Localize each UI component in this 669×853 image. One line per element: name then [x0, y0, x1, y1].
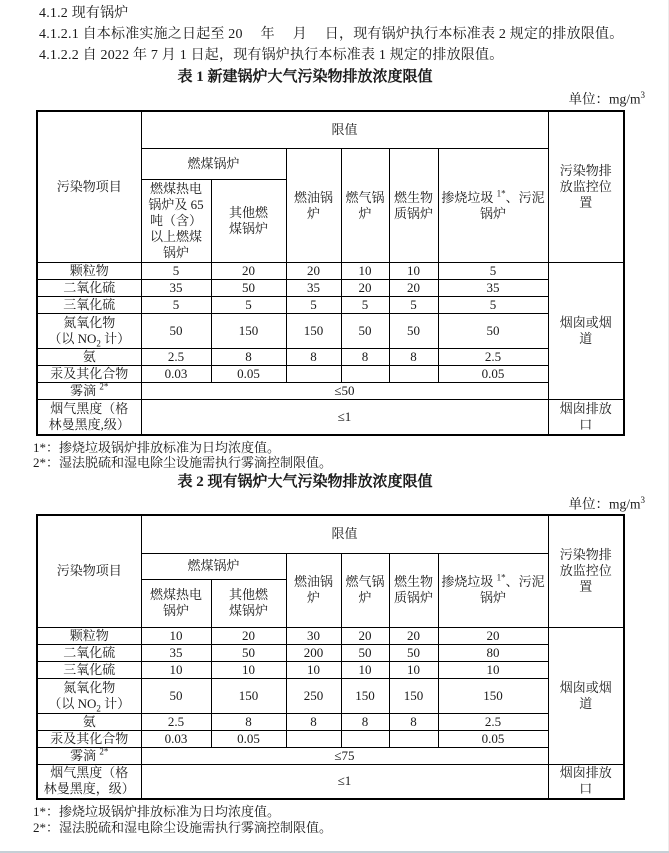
value-cell: 8 — [389, 349, 438, 366]
value-cell: 8 — [389, 713, 438, 730]
header-coal-chp-boiler: 燃煤热电锅炉 — [141, 579, 211, 627]
value-cell — [341, 366, 389, 383]
value-cell: 35 — [141, 644, 211, 661]
value-cell: 2.5 — [438, 349, 548, 366]
mist-label: 雾滴 — [70, 383, 100, 398]
table-row — [37, 515, 624, 553]
value-cell: 50 — [141, 314, 211, 349]
value-cell: 20 — [341, 627, 389, 644]
value-cell: 35 — [438, 280, 548, 297]
value-cell — [286, 366, 341, 383]
header-limit: 限值 — [141, 515, 548, 553]
value-cell: 10 — [141, 627, 211, 644]
no2-subscript: 2 — [96, 338, 101, 349]
row-label: 三氧化硫 — [37, 661, 141, 678]
clause-4-1-2-2: 4.1.2.2 自 2022 年 7 月 1 日起，现有锅炉执行本标准表 1 规定的排放限值。 — [39, 48, 504, 63]
table-row-nh3 — [37, 349, 624, 366]
waste-label: 掺烧垃圾 — [441, 574, 497, 589]
value-cell: 150 — [341, 678, 389, 713]
value-cell: 20 — [211, 627, 286, 644]
table2-unit — [0, 492, 645, 513]
row-label: 颗粒物 — [37, 263, 141, 280]
row-label: 三氧化硫 — [37, 297, 141, 314]
nox-line2 — [40, 696, 139, 712]
value-cell: 150 — [211, 314, 286, 349]
value-cell: 0.05 — [211, 730, 286, 747]
row-label: 汞及其化合物 — [37, 366, 141, 383]
value-cell: 20 — [286, 263, 341, 280]
value-cell: 10 — [141, 661, 211, 678]
table-row-so2 — [37, 644, 624, 661]
value-cell: 2.5 — [141, 349, 211, 366]
value-cell: 200 — [286, 644, 341, 661]
value-cell-smoke-limit: ≤1 — [141, 400, 548, 435]
value-cell: 250 — [286, 678, 341, 713]
value-cell: 5 — [341, 297, 389, 314]
header-coal-group: 燃煤锅炉 — [141, 149, 286, 180]
value-cell: 150 — [286, 314, 341, 349]
table1-emission-limits — [36, 110, 625, 436]
row-label-smoke — [37, 764, 141, 799]
value-cell: 50 — [389, 314, 438, 349]
value-cell: 10 — [286, 661, 341, 678]
value-cell-mist-limit: ≤50 — [141, 383, 548, 400]
value-cell: 80 — [438, 644, 548, 661]
value-cell: 30 — [286, 627, 341, 644]
monitor-stack-or-duct: 烟囱或烟道 — [548, 627, 624, 764]
value-cell: 0.05 — [438, 730, 548, 747]
value-cell: 50 — [141, 678, 211, 713]
table2-footnote-1: 1*：掺烧垃圾锅炉排放标准为日均浓度值。 — [33, 804, 281, 819]
table1-unit — [0, 87, 645, 108]
header-biomass-boiler: 燃生物质锅炉 — [389, 553, 438, 627]
value-cell: 5 — [438, 297, 548, 314]
value-cell — [389, 366, 438, 383]
smoke-line2: 林曼黑度,级） — [48, 416, 130, 432]
table2-footnote-2: 2*：湿法脱硫和湿电除尘设施需执行雾滴控制限值。 — [33, 819, 333, 835]
table-row-mercury — [37, 366, 624, 383]
header-monitor-location: 污染物排放监控位置 — [548, 515, 624, 627]
value-cell: 150 — [389, 678, 438, 713]
nox-line2-pre: （以 NO — [48, 331, 97, 346]
value-cell — [286, 730, 341, 747]
value-cell: 20 — [389, 280, 438, 297]
table-row-particulate — [37, 263, 624, 280]
table-row-nh3 — [37, 713, 624, 730]
value-cell-mist-limit: ≤75 — [141, 747, 548, 764]
nox-line2-pre: （以 NO — [48, 695, 97, 711]
header-coal-group: 燃煤锅炉 — [141, 553, 286, 579]
monitor-stack-or-duct: 烟囱或烟道 — [548, 263, 624, 400]
footnote-ref-1: 1* — [496, 188, 506, 199]
row-label-smoke — [37, 400, 141, 435]
nox-line1: 氮氧化物 — [63, 315, 116, 330]
header-monitor-location: 污染物排放监控位置 — [548, 111, 624, 263]
table-row-mist — [37, 383, 624, 400]
value-cell: 0.03 — [141, 730, 211, 747]
value-cell: 5 — [286, 297, 341, 314]
header-coal-other-boiler: 其他燃煤锅炉 — [211, 180, 286, 263]
table-row-mist — [37, 747, 624, 764]
value-cell: 10 — [211, 661, 286, 678]
header-waste-sludge-boiler — [438, 553, 548, 627]
value-cell: 50 — [211, 644, 286, 661]
monitor-stack-outlet: 烟囱排放口 — [548, 400, 624, 435]
row-label: 二氧化硫 — [37, 280, 141, 297]
row-label-mist — [37, 747, 141, 764]
value-cell: 5 — [211, 297, 286, 314]
table-row-nox — [37, 678, 624, 713]
value-cell — [341, 730, 389, 747]
value-cell: 150 — [438, 678, 548, 713]
waste-label: 掺烧垃圾 — [441, 189, 497, 205]
value-cell: 8 — [341, 713, 389, 730]
row-label-mist — [37, 383, 141, 400]
unit-text: 单位：mg/m — [568, 496, 641, 511]
clause-4-1-2: 4.1.2 现有锅炉 — [39, 6, 129, 21]
value-cell: 35 — [286, 280, 341, 297]
table-row-so2 — [37, 280, 624, 297]
row-label: 氨 — [37, 349, 141, 366]
table-row-smoke — [37, 764, 624, 799]
value-cell: 50 — [438, 314, 548, 349]
value-cell: 50 — [341, 314, 389, 349]
value-cell: 20 — [211, 263, 286, 280]
waste-label-tail: 、污泥锅炉 — [479, 189, 545, 221]
nox-line2 — [40, 331, 139, 347]
nox-line2-post: 计） — [100, 695, 131, 711]
row-label: 汞及其化合物 — [37, 730, 141, 747]
footnote-ref-2: 2* — [99, 382, 109, 392]
row-label-nox — [37, 678, 141, 713]
header-pollutant-item: 污染物项目 — [37, 111, 141, 263]
value-cell: 8 — [211, 713, 286, 730]
header-coal-other-boiler: 其他燃煤锅炉 — [211, 579, 286, 627]
footnote-ref-1: 1* — [496, 572, 506, 583]
table-row-nox — [37, 314, 624, 349]
row-label: 颗粒物 — [37, 627, 141, 644]
value-cell: 50 — [341, 644, 389, 661]
header-gas-boiler: 燃气锅炉 — [341, 553, 389, 627]
table2-title: 表 2 现有锅炉大气污染物排放浓度限值 — [177, 473, 433, 490]
clause-4-1-2-1: 4.1.2.1 自本标准实施之日起至 20 年 月 日，现有锅炉执行本标准表 2 规定的排放限值。 — [39, 27, 624, 42]
table-row-so3 — [37, 297, 624, 314]
value-cell: 2.5 — [438, 713, 548, 730]
value-cell: 20 — [341, 280, 389, 297]
footnote-ref-2: 2* — [99, 747, 109, 757]
header-limit: 限值 — [141, 111, 548, 149]
waste-label-tail: 、污泥锅炉 — [479, 574, 545, 605]
value-cell: 150 — [211, 678, 286, 713]
row-label-nox — [37, 314, 141, 349]
row-label: 氨 — [37, 713, 141, 730]
monitor-stack-outlet: 烟囱排放口 — [548, 764, 624, 799]
value-cell: 10 — [341, 263, 389, 280]
unit-superscript: 3 — [640, 494, 645, 505]
table1-title: 表 1 新建锅炉大气污染物排放浓度限值 — [177, 69, 433, 85]
value-cell: 0.03 — [141, 366, 211, 383]
value-cell: 5 — [389, 297, 438, 314]
table1-footnote-1: 1*：掺烧垃圾锅炉排放标准为日均浓度值。 — [33, 439, 281, 455]
header-oil-boiler: 燃油锅炉 — [286, 553, 341, 627]
value-cell — [389, 730, 438, 747]
value-cell: 0.05 — [211, 366, 286, 383]
value-cell: 35 — [141, 280, 211, 297]
table-row-mercury — [37, 730, 624, 747]
table-row-so3 — [37, 661, 624, 678]
header-pollutant-item: 污染物项目 — [37, 515, 141, 627]
smoke-line1: 烟气黑度（格 — [50, 400, 129, 416]
value-cell: 5 — [141, 297, 211, 314]
value-cell-smoke-limit: ≤1 — [141, 764, 548, 799]
value-cell: 10 — [341, 661, 389, 678]
table1-footnote-2: 2*：湿法脱硫和湿电除尘设施需执行雾滴控制限值。 — [33, 455, 333, 470]
value-cell: 2.5 — [141, 713, 211, 730]
value-cell: 8 — [211, 349, 286, 366]
value-cell: 8 — [286, 713, 341, 730]
table2-emission-limits — [36, 514, 625, 800]
value-cell: 50 — [211, 280, 286, 297]
header-gas-boiler: 燃气锅炉 — [341, 149, 389, 263]
value-cell: 8 — [286, 349, 341, 366]
value-cell: 5 — [141, 263, 211, 280]
unit-text: 单位：mg/m — [568, 91, 641, 107]
header-biomass-boiler: 燃生物质锅炉 — [389, 149, 438, 263]
smoke-line2: 林曼黑度，级） — [43, 781, 135, 797]
header-oil-boiler: 燃油锅炉 — [286, 149, 341, 263]
value-cell: 0.05 — [438, 366, 548, 383]
nox-line1: 氮氧化物 — [63, 679, 116, 695]
header-waste-sludge-boiler — [438, 149, 548, 263]
value-cell: 50 — [389, 644, 438, 661]
unit-superscript: 3 — [640, 90, 645, 100]
header-coal-chp-boiler: 燃煤热电锅炉及 65 吨（含）以上燃煤锅炉 — [141, 180, 211, 263]
table-row-particulate — [37, 627, 624, 644]
value-cell: 10 — [438, 661, 548, 678]
nox-line2-post: 计） — [100, 331, 131, 346]
smoke-line1: 烟气黑度（格 — [50, 765, 129, 781]
value-cell: 20 — [389, 627, 438, 644]
value-cell: 20 — [438, 627, 548, 644]
table-row-smoke — [37, 400, 624, 435]
mist-label: 雾滴 — [70, 747, 100, 763]
value-cell: 10 — [389, 263, 438, 280]
value-cell: 8 — [341, 349, 389, 366]
value-cell: 5 — [438, 263, 548, 280]
no2-subscript: 2 — [96, 703, 101, 713]
row-label: 二氧化硫 — [37, 644, 141, 661]
value-cell: 10 — [389, 661, 438, 678]
table-row — [37, 111, 624, 149]
